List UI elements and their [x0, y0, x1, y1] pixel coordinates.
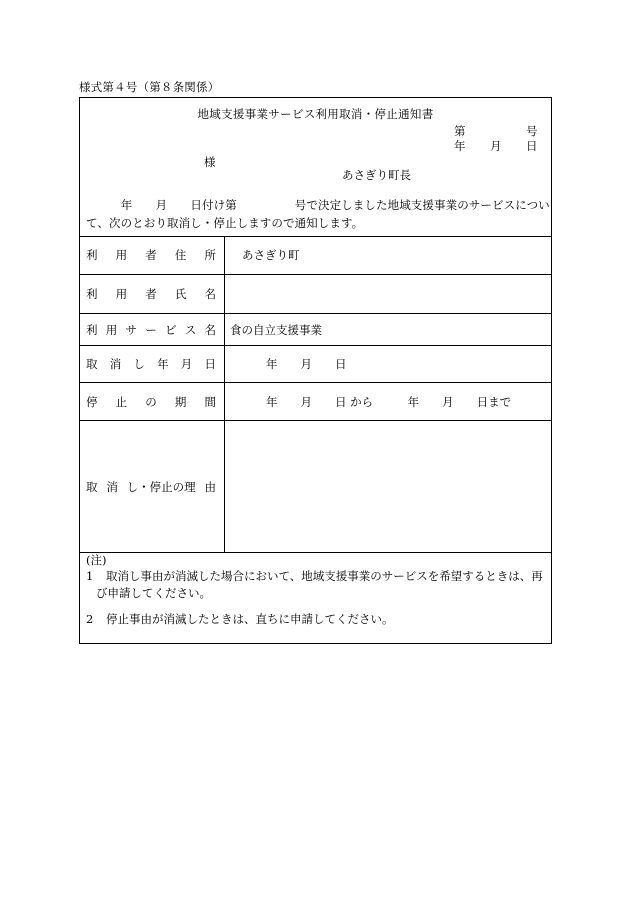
cancel-date-text: 年 月 日: [266, 357, 347, 371]
label-char: 消: [109, 357, 122, 371]
label-char: 止: [115, 394, 128, 409]
label-char: ビ: [165, 322, 177, 337]
note-1-line1: 取消し事由が消滅した場合において、地域支援事業のサービスを希望するときは、再: [106, 569, 543, 583]
notice-body-line2: て、次のとおり取消し・停止しますので通知します。: [86, 216, 364, 230]
notes-section: [80, 552, 551, 644]
label-user-name: [80, 275, 225, 313]
value-user-name[interactable]: [226, 275, 551, 313]
notice-body-line1: 年 月 日付け第 号で決定しました地域支援事業のサービスについ: [86, 198, 550, 212]
label-char: し: [133, 357, 145, 371]
number-suffix: 号: [526, 124, 538, 138]
row-stop-period: [80, 383, 551, 421]
notice-body: [86, 196, 550, 232]
form-title: 地域支援事業サービス利用取消・停止通知書: [197, 107, 434, 121]
label-char: 日: [204, 357, 216, 371]
note-1: [86, 568, 546, 602]
label-char: 住: [174, 248, 187, 262]
label-char: 者: [145, 287, 157, 301]
value-user-address[interactable]: [226, 236, 551, 274]
stop-period-text: 年 月 日 から 年 月 日まで: [266, 394, 512, 409]
note-1-line2: び申請してください。: [96, 586, 211, 600]
label-char: 月: [180, 357, 193, 371]
note-1-number: 1: [86, 569, 94, 583]
notice-form: [79, 97, 552, 644]
user-address-text: あさぎり町: [242, 248, 300, 262]
value-stop-period[interactable]: [226, 383, 551, 420]
label-char: ー: [145, 322, 157, 337]
label-char: 名: [204, 287, 216, 301]
value-service-name[interactable]: [226, 314, 551, 345]
label-char: 用: [105, 322, 118, 337]
date-month: 月: [490, 139, 502, 153]
row-service-name: [80, 314, 551, 346]
label-char: 取: [86, 479, 98, 494]
row-user-address: [80, 236, 551, 275]
label-char: 取: [86, 357, 98, 371]
label-char: 用: [115, 248, 128, 262]
label-cancel-date: [80, 346, 225, 382]
label-char: 消: [106, 479, 118, 494]
row-user-name: [80, 275, 551, 314]
label-char: サ: [125, 322, 137, 337]
label-char: 停: [86, 394, 98, 409]
label-char: 氏: [174, 287, 187, 301]
note-2-text: 停止事由が消滅したときは、直ちに申請してください。: [106, 612, 394, 626]
label-char: 利: [86, 287, 98, 301]
label-char: 用: [115, 287, 128, 301]
value-cancel-date[interactable]: [226, 346, 551, 382]
notes-heading: (注): [86, 553, 107, 567]
service-name-text: 食の自立支援事業: [230, 322, 322, 337]
value-reason[interactable]: [226, 421, 551, 552]
label-user-address: [80, 236, 225, 274]
addressee-suffix: 様: [204, 155, 216, 169]
label-char: ス: [184, 322, 197, 337]
row-cancel-date: [80, 346, 551, 383]
label-char: 所: [204, 248, 216, 262]
date-day: 日: [526, 139, 538, 153]
label-char: 期: [174, 394, 187, 409]
label-char: 由: [204, 479, 216, 494]
label-char: 利: [86, 322, 98, 337]
date-year: 年: [454, 139, 466, 153]
label-reason: [80, 421, 225, 552]
row-reason: [80, 421, 551, 553]
label-char: し・停止の理: [126, 479, 196, 494]
note-2: [86, 611, 394, 627]
label-char: 者: [145, 248, 157, 262]
label-char: 利: [86, 248, 98, 262]
form-header: [80, 98, 551, 237]
note-2-number: 2: [86, 612, 94, 626]
label-char: の: [145, 394, 157, 409]
issuer-name: あさぎり町長: [342, 168, 411, 182]
label-stop-period: [80, 383, 225, 420]
number-prefix: 第: [454, 124, 466, 138]
label-char: 名: [204, 322, 216, 337]
form-number-label: 様式第４号（第８条関係）: [79, 80, 220, 94]
label-char: 間: [204, 394, 216, 409]
label-service-name: [80, 314, 225, 345]
label-char: 年: [157, 357, 169, 371]
